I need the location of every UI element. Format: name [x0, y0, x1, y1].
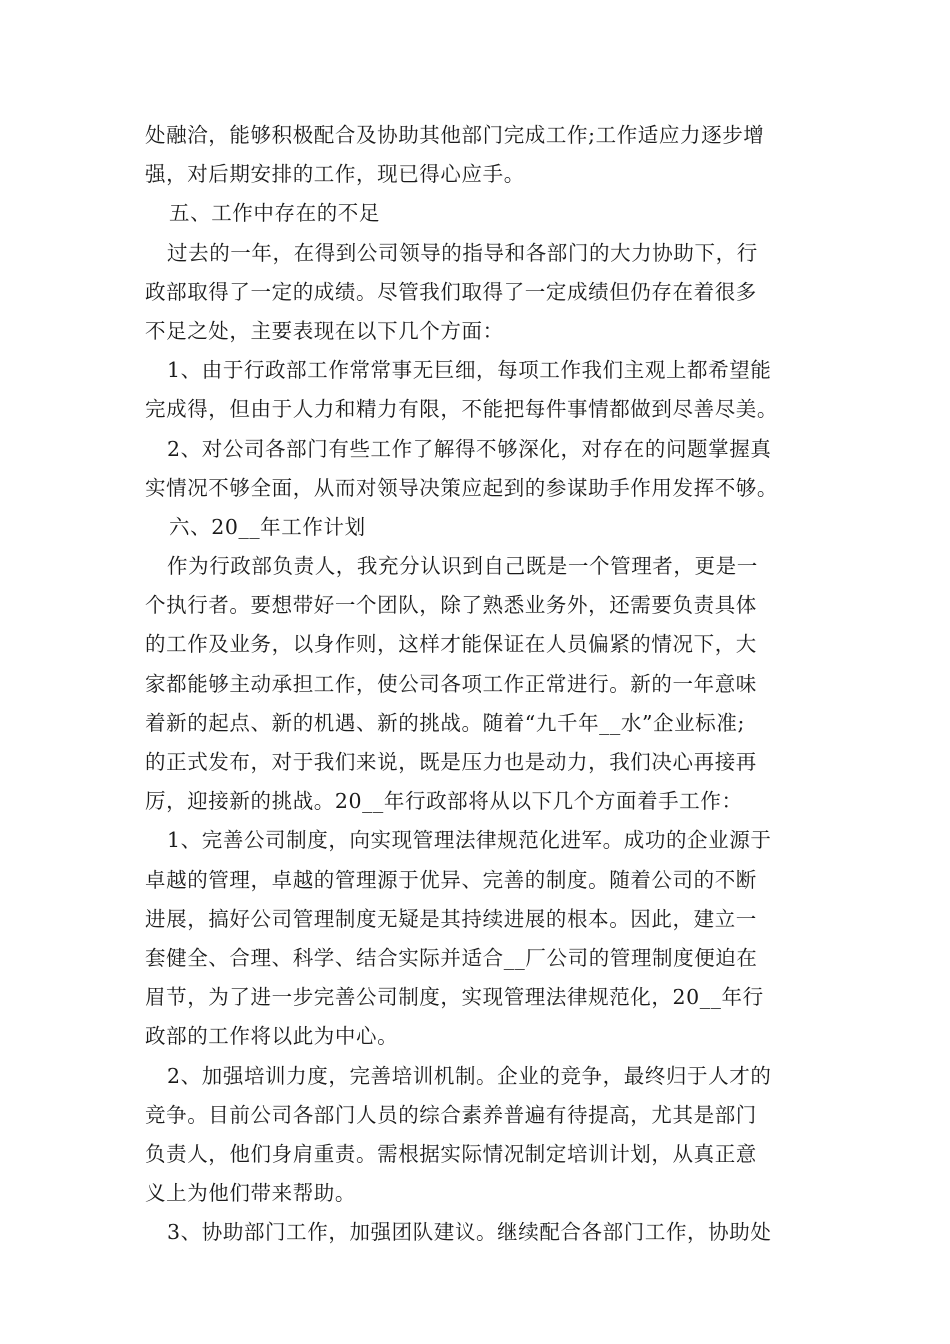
text-line: 政部的工作将以此为中心。 — [145, 1024, 399, 1049]
text-line: 五、工作中存在的不足 — [169, 201, 380, 226]
text-line: 着新的起点、新的机遇、新的挑战。随着“九千年__水”企业标准; — [145, 710, 745, 735]
text-line: 负责人，他们身肩重责。需根据实际情况制定培训计划，从真正意 — [145, 1141, 757, 1166]
text-line: 厉，迎接新的挑战。20__年行政部将从以下几个方面着手工作： — [145, 789, 743, 814]
text-line: 处融洽，能够积极配合及协助其他部门完成工作;工作适应力逐步增 — [145, 123, 765, 147]
text-line: 个执行者。要想带好一个团队，除了熟悉业务外，还需要负责具体 — [145, 593, 757, 618]
text-line: 卓越的管理，卓越的管理源于优异、完善的制度。随着公司的不断 — [145, 867, 757, 892]
text-line: 眉节，为了进一步完善公司制度，实现管理法律规范化，20__年行 — [145, 985, 764, 1010]
text-line: 完成得，但由于人力和精力有限，不能把每件事情都做到尽善尽美。 — [145, 397, 778, 422]
text-line: 义上为他们带来帮助。 — [145, 1181, 356, 1206]
text-line: 的工作及业务，以身作则，这样才能保证在人员偏紧的情况下，大 — [145, 632, 757, 657]
text-line: 家都能够主动承担工作，使公司各项工作正常进行。新的一年意味 — [145, 671, 757, 696]
text-line: 过去的一年，在得到公司领导的指导和各部门的大力协助下，行 — [167, 240, 758, 265]
text-line: 进展，搞好公司管理制度无疑是其持续进展的根本。因此，建立一 — [145, 906, 757, 931]
text-line: 1、完善公司制度，向实现管理法律规范化进军。成功的企业源于 — [167, 828, 772, 853]
text-line: 六、20__年工作计划 — [169, 514, 366, 539]
text-line: 的正式发布，对于我们来说，既是压力也是动力，我们决心再接再 — [145, 750, 757, 774]
text-line: 1、由于行政部工作常常事无巨细，每项工作我们主观上都希望能 — [167, 358, 772, 383]
text-line: 2、对公司各部门有些工作了解得不够深化，对存在的问题掌握真 — [167, 436, 772, 461]
text-line: 套健全、合理、科学、结合实际并适合__厂公司的管理制度便迫在 — [145, 945, 758, 970]
text-line: 实情况不够全面，从而对领导决策应起到的参谋助手作用发挥不够。 — [145, 475, 778, 500]
text-line: 3、协助部门工作，加强团队建议。继续配合各部门工作，协助处 — [167, 1220, 772, 1245]
text-line: 不足之处，主要表现在以下几个方面： — [145, 318, 504, 343]
text-line: 作为行政部负责人，我充分认识到自己既是一个管理者，更是一 — [167, 554, 758, 579]
text-line: 竞争。目前公司各部门人员的综合素养普遍有待提高，尤其是部门 — [145, 1102, 757, 1127]
document-page — [145, 116, 807, 1252]
text-line: 2、加强培训力度，完善培训机制。企业的竞争，最终归于人才的 — [167, 1063, 772, 1088]
text-line: 强，对后期安排的工作，现已得心应手。 — [145, 162, 525, 187]
text-line: 政部取得了一定的成绩。尽管我们取得了一定成绩但仍存在着很多 — [145, 279, 757, 304]
